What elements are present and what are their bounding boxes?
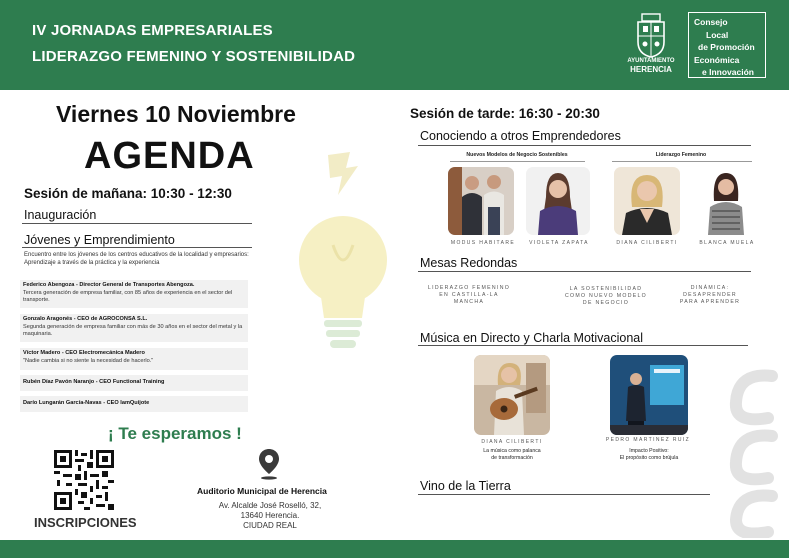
round-table-line: DINÁMICA: [690, 285, 730, 291]
qr-code-icon[interactable] [54, 450, 114, 510]
agenda-heading: AGENDA [84, 135, 255, 177]
round-table-item [420, 285, 518, 306]
photo-musician [474, 355, 550, 435]
event-title-line1: IV JORNADAS EMPRESARIALES [32, 22, 273, 39]
speaker-desc: Tercera generación de empresa familiar, con 85 años de experiencia en el sector del transporte. [23, 289, 233, 303]
address-line: Av. Alcalde José Roselló, 32, [218, 501, 322, 510]
speaker-item [20, 375, 248, 391]
council-line: de Promoción [698, 42, 755, 52]
caption-line: de transformación [491, 455, 533, 461]
subtitle-female-leadership: Liderazgo Femenino [655, 152, 707, 158]
caption-line: Impacto Positivo: [629, 448, 669, 454]
council-line: e Innovación [702, 67, 754, 77]
photo-modus-habitare [448, 167, 514, 235]
council-line: Local [706, 29, 729, 40]
afternoon-session-time: Sesión de tarde: 16:30 - 20:30 [410, 106, 600, 121]
address-line: CIUDAD REAL [243, 521, 297, 530]
crest-label-herencia: HERENCIA [630, 65, 672, 74]
speaker-caption [600, 448, 698, 462]
speaker-desc: Segunda generación de empresa familiar con más de 30 años en el sector del metal y la maquinaria. [23, 323, 243, 337]
round-table-line: DE NEGOCIO [582, 300, 630, 306]
round-table-line: LA SOSTENIBILIDAD [569, 286, 643, 292]
speaker-item [20, 314, 248, 342]
morning-session-time: Sesión de mañana: 10:30 - 12:30 [24, 186, 232, 201]
subtitle-divider [612, 161, 752, 162]
inscripciones-label: INSCRIPCIONES [34, 515, 137, 530]
caption-line: El propósito como brújula [619, 455, 679, 461]
speaker-name: Víctor Madero - CEO Electromecánica Madero [23, 350, 145, 356]
event-date: Viernes 10 Noviembre [56, 101, 296, 127]
subtitle-divider [450, 161, 585, 162]
speaker-item [20, 348, 248, 370]
person-label: DIANA CILIBERTI [616, 240, 678, 246]
section-musica: Música en Directo y Charla Motivacional [420, 331, 644, 345]
speaker-name: Federico Abengoza - Director General de Transportes Abengoza. [23, 282, 195, 288]
section-jovenes: Jóvenes y Emprendimiento [24, 233, 175, 247]
section-conociendo: Conociendo a otros Emprendedores [420, 129, 621, 143]
decorative-logo-icon [718, 362, 784, 538]
musician-caption [466, 448, 558, 462]
section-inauguracion: Inauguración [24, 208, 97, 222]
photo-violeta-zapata [526, 167, 590, 235]
address-line: 13640 Herencia. [240, 511, 300, 520]
speaker-desc: "Nadie cambia si no siente la necesidad de hacerlo." [23, 357, 154, 364]
crest-icon [634, 12, 668, 58]
speaker-label: PEDRO MARTINEZ RUIZ [605, 437, 691, 443]
section-vino: Vino de la Tierra [420, 479, 511, 493]
speaker-item [20, 280, 248, 308]
section-divider [418, 271, 751, 272]
round-table-item [666, 285, 754, 306]
person-label: BLANCA MUELA [699, 240, 755, 246]
section-divider [418, 494, 710, 495]
venue-address [210, 501, 330, 531]
round-table-line: COMO NUEVO MODELO [564, 293, 648, 299]
header-banner [0, 0, 789, 90]
welcome-message: ¡ Te esperamos ! [108, 424, 242, 443]
section-divider [22, 223, 252, 224]
crest-label-ayuntamiento: AYUNTAMIENTO [627, 58, 675, 64]
venue-name: Auditorio Municipal de Herencia [197, 486, 327, 496]
lightbulb-icon [288, 150, 398, 365]
photo-blanca-muela [694, 167, 758, 235]
person-label: MODUS HABITARE [450, 240, 516, 246]
round-table-line: LIDERAZGO FEMENINO [427, 285, 511, 291]
jovenes-description: Encuentro entre los jóvenes de los centros educativos de la localidad y empresarios: Aprendizaje a través de la práctica y la experiencia [24, 252, 249, 266]
speaker-name: Gonzalo Aragonés - CEO de AGROCONSA S.L. [23, 316, 148, 322]
location-pin-icon [258, 448, 280, 480]
council-logo-box [688, 12, 766, 78]
round-table-item [556, 286, 656, 307]
section-divider [418, 345, 748, 346]
council-line: Económica [694, 54, 740, 65]
event-title-line2: LIDERAZGO FEMENINO Y SOSTENIBILIDAD [32, 48, 356, 65]
footer-bar [0, 540, 789, 558]
speaker-name: Rubén Díaz Pavón Naranjo - CEO Functional Training [23, 379, 165, 385]
speaker-item [20, 396, 248, 412]
photo-speaker [610, 355, 688, 435]
speaker-name: Darío Lungarán García-Navas - CEO IamQuijote [23, 400, 150, 406]
section-divider [22, 247, 252, 248]
round-table-line: MANCHA [453, 299, 485, 305]
musician-label: DIANA CILIBERTI [481, 439, 543, 445]
round-table-line: DESAPRENDER [683, 292, 737, 298]
section-divider [418, 145, 751, 146]
photo-diana-ciliberti [614, 167, 680, 235]
section-mesas-redondas: Mesas Redondas [420, 256, 518, 270]
round-table-line: PARA APRENDER [679, 299, 741, 305]
round-table-line: EN CASTILLA-LA [439, 292, 499, 298]
town-crest [624, 12, 678, 80]
person-label: VIOLETA ZAPATA [529, 240, 589, 246]
council-line: Consejo [694, 17, 728, 27]
caption-line: La música como palanca [483, 448, 541, 454]
subtitle-sustainable-models: Nuevos Modelos de Negocio Sostenibles [466, 152, 568, 158]
